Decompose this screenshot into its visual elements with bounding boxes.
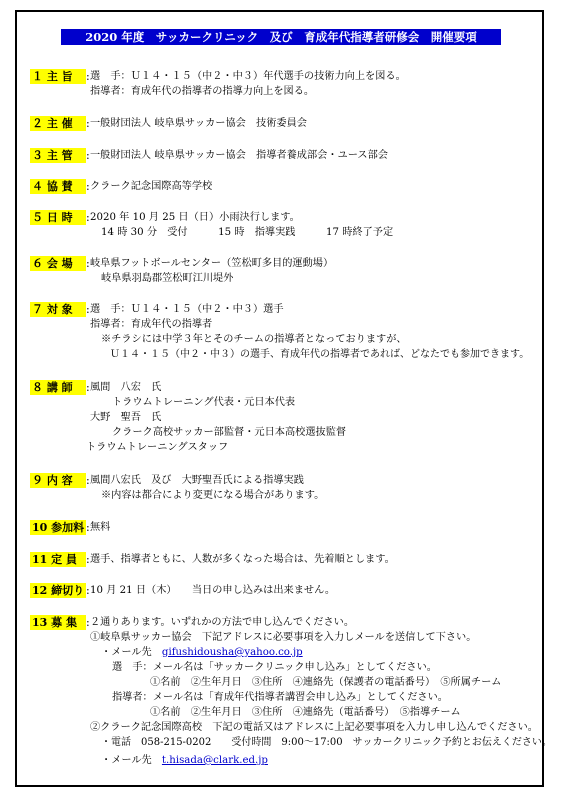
section-label-content: ９ 内 容: [30, 473, 86, 488]
section-label-recruitment: 13 募 集: [30, 615, 86, 630]
purpose-line-1: 選 手：Ｕ１４・１５（中２・中３）年代選手の技術力向上を図る。: [90, 71, 406, 82]
venue-line-1: 岐阜県フットボールセンター（笠松町多目的運動場）: [90, 258, 334, 269]
content-line-1: 風間八宏氏 及び 大野聖吾氏による指導実践: [90, 475, 304, 486]
recruit-line-9: ・電話 058-215-0202 受付時間 9:00～17:00 サッカークリニック予約とお伝えください。: [101, 737, 552, 748]
section-label-datetime: ５ 日 時: [30, 210, 86, 225]
colon: :: [86, 381, 90, 394]
colon: :: [86, 211, 90, 224]
section-label-sponsor: ４ 協 賛: [30, 179, 86, 194]
recruit-line-7: ①名前 ②生年月日 ③住所 ④連絡先（電話番号） ⑤指導チーム: [150, 707, 461, 718]
mail-label: ・メール先: [101, 755, 162, 766]
recruit-line-3: [101, 645, 303, 660]
purpose-line-2: 指導者：育成年代の指導者の指導力向上を図る。: [90, 86, 315, 97]
colon: :: [86, 584, 90, 597]
recruit-line-10: [101, 753, 268, 768]
content-line-2: ※内容は都合により変更になる場合があります。: [101, 490, 325, 501]
capacity-line: 選手、指導者ともに、人数が多くなった場合は、先着順とします。: [90, 554, 395, 565]
colon: :: [86, 117, 90, 130]
target-line-1: 選 手：Ｕ１４・１５（中２・中３）選手: [90, 304, 284, 315]
colon: :: [86, 70, 90, 83]
venue-line-2: 岐阜県羽島郡笠松町江川堤外: [101, 273, 234, 284]
colon: :: [86, 303, 90, 316]
target-line-3: ※チラシには中学３年とそのチームの指導者となっておりますが、: [101, 334, 407, 345]
organizer-line: 一般財団法人 岐阜県サッカー協会 技術委員会: [90, 118, 307, 129]
section-label-capacity: 11 定 員: [30, 552, 86, 567]
section-label-organizer: ２ 主 催: [30, 116, 86, 131]
fee-line: 無料: [90, 522, 111, 533]
recruit-line-8: ②クラーク記念国際高校 下記の電話又はアドレスに上記必要事項を入力し申し込んでください。: [90, 722, 538, 733]
recruit-line-6: 指導者：メール名は「育成年代指導者講習会申し込み」としてください。: [112, 692, 448, 703]
colon: :: [86, 521, 90, 534]
target-line-4: Ｕ１４・１５（中２・中３）の選手、育成年代の指導者であれば、どなたでも参加できます。: [110, 349, 530, 360]
recruit-line-1: ２通りあります。いずれかの方法で申し込んでください。: [90, 617, 355, 628]
instructor-line-1: 風間 八宏 氏: [90, 382, 162, 393]
colon: :: [86, 149, 90, 162]
section-label-instructor: ８ 講 師: [30, 380, 86, 395]
section-label-fee: 10 参加料: [32, 521, 85, 534]
instructor-line-4: クラーク高校サッカー部監督・元日本高校選抜監督: [112, 427, 347, 438]
section-label-deadline: 12 締切り: [32, 584, 85, 597]
section-label-purpose: １ 主 旨: [30, 69, 86, 84]
colon: :: [86, 553, 90, 566]
colon: :: [86, 257, 90, 270]
instructor-line-2: トラウムトレーニング代表・元日本代表: [112, 397, 296, 408]
gifu-email-link[interactable]: gifushidousha@yahoo.co.jp: [161, 647, 303, 658]
colon: :: [86, 474, 90, 487]
sponsor-line: クラーク記念国際高等学校: [90, 181, 213, 192]
target-line-2: 指導者：育成年代の指導者: [90, 319, 213, 330]
section-label-venue: ６ 会 場: [30, 256, 86, 271]
instructor-line-3: 大野 聖吾 氏: [90, 412, 162, 423]
recruit-line-4: 選 手：メール名は「サッカークリニック申し込み」としてください。: [112, 662, 437, 673]
recruit-line-2: ①岐阜県サッカー協会 下記アドレスに必要事項を入力しメールを送信して下さい。: [90, 632, 477, 643]
manager-line: 一般財団法人 岐阜県サッカー協会 指導者養成部会・ユース部会: [90, 150, 388, 161]
section-label-manager: ３ 主 管: [30, 148, 86, 163]
colon: :: [86, 616, 90, 629]
datetime-line-2: 14 時 30 分 受付 15 時 指導実践 17 時終了予定: [101, 227, 394, 238]
section-label-target: ７ 対 象: [30, 302, 86, 317]
clark-email-link[interactable]: t.hisada@clark.ed.jp: [161, 755, 268, 766]
datetime-line-1: 2020 年 10 月 25 日（日）小雨決行します。: [90, 212, 300, 223]
recruit-line-5: ①名前 ②生年月日 ③住所 ④連絡先（保護者の電話番号） ⑤所属チーム: [150, 677, 502, 688]
deadline-line: 10 月 21 日（木） 当日の申し込みは出来ません。: [90, 585, 336, 596]
instructor-line-5: トラウムトレーニングスタッフ: [86, 442, 229, 453]
mail-label: ・メール先: [101, 647, 162, 658]
colon: :: [86, 180, 90, 193]
page-title: 2020 年度 サッカークリニック 及び 育成年代指導者研修会 開催要項: [61, 29, 501, 45]
